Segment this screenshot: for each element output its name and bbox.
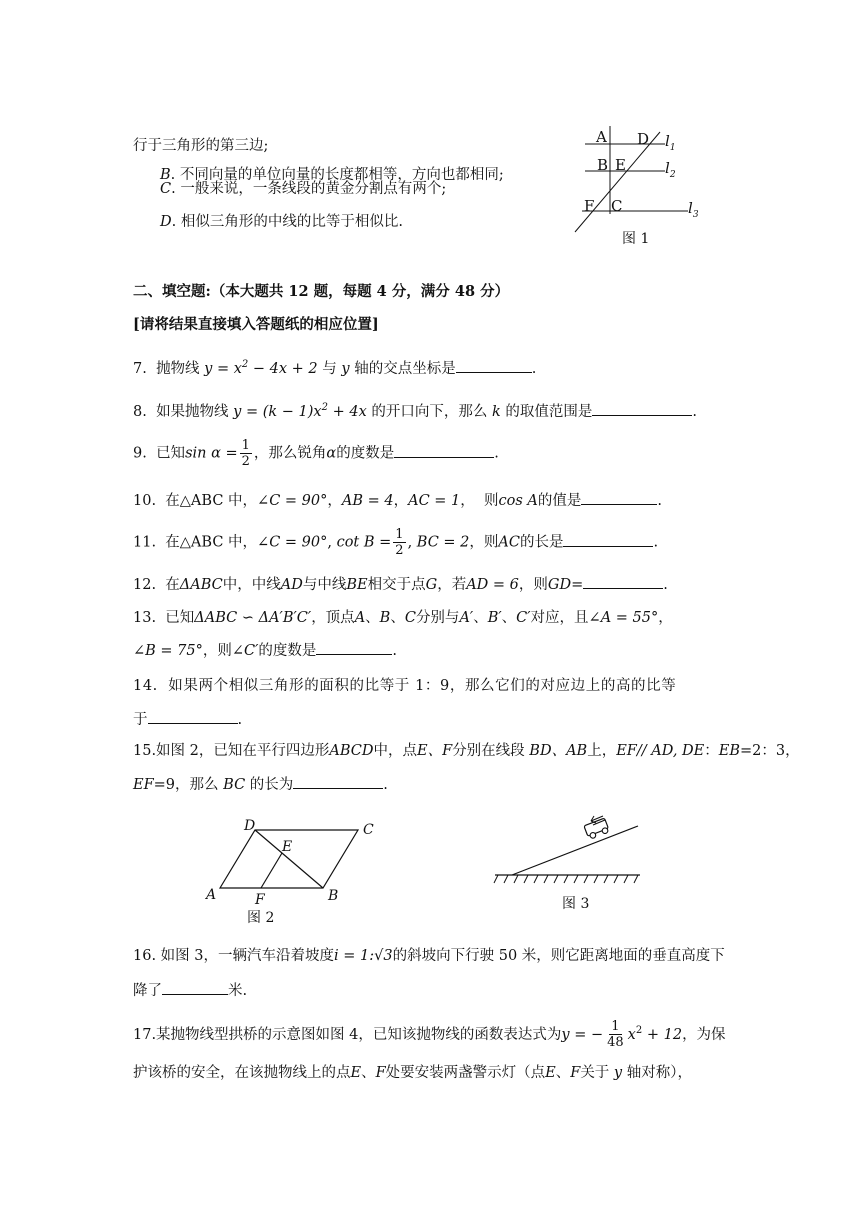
option-b-letter: B bbox=[160, 167, 171, 183]
q10-text-pre: 在△ABC 中， bbox=[165, 493, 258, 509]
q9-answer-blank[interactable] bbox=[394, 443, 494, 458]
q8-text-post: 的取值范围是 bbox=[505, 403, 593, 420]
option-d-text: . 相似三角形的中线的比等于相似比. bbox=[171, 214, 403, 230]
q9-sin: sin α = bbox=[185, 445, 238, 462]
q7-text-post: 轴的交点坐标是 bbox=[354, 360, 456, 377]
q14-text: 如果两个相似三角形的面积的比等于 1：9，那么它们的对应边上的高的比等 bbox=[168, 678, 677, 694]
question-15-line-1: 15.如图 2，已知在平行四边形ABCD中，点E、F分别在线段 BD、AB上，EF// AD, DE：EB=2：3， bbox=[133, 743, 800, 759]
q10-text-mid: 则 bbox=[483, 493, 499, 509]
q10-cond-2: AB = 4 bbox=[341, 493, 394, 509]
section-2-title: 二、填空题:（本大题共 12 题，每题 4 分，满分 48 分） bbox=[133, 283, 510, 300]
q13-similarity: ΔABC ∽ ΔA′B′C′ bbox=[194, 610, 312, 626]
fig2-label-e: E bbox=[282, 839, 293, 855]
q9-text-mid: ，那么锐角 bbox=[253, 445, 327, 462]
question-13-line-1: 13. 已知ΔABC ∽ ΔA′B′C′，顶点A、B、C分别与A′、B′、C′对应，且∠A = 55°， bbox=[133, 610, 673, 626]
q10-cos: cos A bbox=[498, 493, 538, 509]
q11-text-mid: ，则 bbox=[469, 534, 499, 551]
q10-cond-1: ∠C = 90° bbox=[257, 493, 328, 509]
q9-number: 9. bbox=[133, 445, 147, 462]
question-16-line-1: 16. 如图 3，一辆汽车沿着坡度i = 1:√3的斜坡向下行驶 50 米，则它距离地面的垂直高度下 bbox=[133, 948, 725, 964]
slope-line bbox=[512, 826, 638, 875]
q8-text-pre: 如果抛物线 bbox=[156, 403, 229, 420]
fig1-label-l3: $l_3$ bbox=[688, 199, 699, 220]
q7-expression: $y = x^2 - 4x + 2$ bbox=[204, 359, 318, 377]
question-16-line-2: 降了 米. bbox=[133, 980, 247, 1001]
figure-3 bbox=[490, 808, 660, 888]
q11-answer-blank[interactable] bbox=[563, 532, 653, 547]
q13-angle-a: ∠A = 55° bbox=[588, 610, 659, 626]
q9-alpha: α bbox=[326, 445, 337, 462]
q8-text-mid: 的开口向下，那么 bbox=[371, 403, 488, 420]
fig1-label-c: C bbox=[611, 197, 623, 215]
figure-2-caption: 图 2 bbox=[247, 910, 275, 926]
q11-cot: cot B = bbox=[336, 534, 392, 551]
fig1-label-d: D bbox=[637, 130, 650, 148]
fig2-label-c: C bbox=[363, 822, 374, 838]
q9-text-pre: 已知 bbox=[156, 445, 186, 462]
q7-text-mid: 与 bbox=[322, 360, 337, 377]
option-c-letter: C bbox=[160, 181, 172, 197]
question-14-line-1 bbox=[133, 676, 676, 696]
q10-answer-blank[interactable] bbox=[581, 490, 657, 505]
q12-number: 12. bbox=[133, 577, 157, 593]
fig1-label-e: E bbox=[615, 156, 626, 174]
q10-text-post: 的值是 bbox=[537, 493, 582, 509]
q9-text-post: 的度数是 bbox=[336, 445, 395, 462]
section-2-instruction: [请将结果直接填入答题纸的相应位置] bbox=[133, 316, 379, 333]
question-17-line-1: 17.某抛物线型拱桥的示意图如图 4，已知该抛物线的函数表达式为y = − $\frac{1}{48}$ $x^2 + 12$，为保 bbox=[133, 1019, 726, 1051]
figure-1-caption: 图 1 bbox=[622, 231, 650, 247]
q8-expression: $y = (k - 1)x^2 + 4x$ bbox=[233, 402, 367, 420]
fig1-label-b: B bbox=[597, 156, 609, 174]
option-b-text: . 不同向量的单位向量的长度都相等，方向也都相同; bbox=[170, 167, 504, 183]
q13-answer-blank[interactable] bbox=[316, 640, 392, 655]
option-c bbox=[160, 179, 446, 199]
ground-hatching bbox=[494, 875, 638, 883]
figure-2 bbox=[200, 815, 390, 910]
q11-cond-1: ∠C = 90° bbox=[257, 534, 328, 551]
q11-cond-3: BC = 2 bbox=[416, 534, 470, 551]
question-9: 9. 已知sin α = $\frac{1}{2}$ ，那么锐角α的度数是 . bbox=[133, 438, 499, 469]
q10-number: 10. bbox=[133, 493, 157, 509]
q7-number: 7. bbox=[133, 360, 147, 377]
fig2-label-d: D bbox=[244, 818, 256, 834]
q11-number: 11. bbox=[133, 534, 157, 551]
q8-answer-blank[interactable] bbox=[592, 401, 692, 416]
q13-angle-b: ∠B = 75° bbox=[133, 643, 203, 659]
question-13-line-2: ∠B = 75°，则∠C′的度数是 . bbox=[133, 640, 397, 661]
question-12: 12. 在ΔABC中，中线AD与中线BE相交于点G，若AD = 6，则GD= . bbox=[133, 574, 668, 595]
q8-number: 8. bbox=[133, 403, 147, 420]
q9-fraction: $\frac{1}{2}$ bbox=[241, 438, 250, 469]
question-7: 7. 抛物线 $y = x^2 - 4x + 2$ 与 y 轴的交点坐标是 . bbox=[133, 359, 537, 377]
question-10: 10. 在△ABC 中，∠C = 90°，AB = 4，AC = 1， 则cos A的值是 . bbox=[133, 490, 662, 511]
question-15-line-2: EF=9，那么 BC 的长为 . bbox=[133, 774, 388, 795]
q11-ac: AC bbox=[498, 534, 520, 551]
option-d-letter: D bbox=[160, 214, 172, 230]
question-17-line-2: 护该桥的安全，在该抛物线上的点E、F处要安装两盏警示灯（点E、F关于 y 轴对称）， bbox=[133, 1065, 692, 1081]
figure-3-caption: 图 3 bbox=[562, 896, 590, 912]
q7-answer-blank[interactable] bbox=[456, 358, 532, 373]
q14-number: 14. bbox=[133, 678, 158, 694]
fig1-label-l1: $l_1$ bbox=[665, 132, 676, 153]
question-14-line-2: 于 . bbox=[133, 709, 242, 730]
option-d bbox=[160, 212, 403, 232]
q12-condition: AD = 6 bbox=[466, 577, 519, 593]
q11-text-post: 的长是 bbox=[519, 534, 564, 551]
q7-text-pre: 抛物线 bbox=[156, 360, 200, 377]
question-11: 11. 在△ABC 中，∠C = 90°, cot B = $\frac{1}{2}$ , BC = 2，则AC的长是 . bbox=[133, 527, 659, 558]
q12-triangle: ΔABC bbox=[179, 577, 223, 593]
q14-answer-blank[interactable] bbox=[148, 709, 238, 724]
q13-number: 13. bbox=[133, 610, 157, 626]
fig2-label-b: B bbox=[328, 888, 339, 904]
fig1-label-f: F bbox=[584, 197, 595, 215]
q11-fraction: $\frac{1}{2}$ bbox=[395, 527, 404, 558]
car-icon bbox=[584, 818, 610, 840]
q8-k: k bbox=[491, 403, 501, 420]
fig2-label-f: F bbox=[255, 892, 265, 908]
q11-text-pre: 在△ABC 中， bbox=[165, 534, 258, 551]
segment-ef bbox=[261, 853, 282, 888]
fig1-label-a: A bbox=[596, 128, 607, 146]
question-8: 8. 如果抛物线 $y = (k - 1)x^2 + 4x$ 的开口向下，那么 k 的取值范围是 . bbox=[133, 402, 697, 420]
option-c-text: . 一般来说，一条线段的黄金分割点有两个; bbox=[171, 181, 447, 197]
fig1-label-l2: $l_2$ bbox=[665, 159, 676, 180]
q15-answer-blank[interactable] bbox=[293, 774, 383, 789]
q7-y: y bbox=[341, 360, 350, 377]
q16-answer-blank[interactable] bbox=[162, 980, 228, 995]
q10-cond-3: AC = 1 bbox=[408, 493, 461, 509]
fig2-label-a: A bbox=[206, 887, 217, 903]
q16-slope: i = 1:√3 bbox=[334, 948, 393, 964]
q17-fraction: $\frac{1}{48}$ bbox=[607, 1019, 624, 1051]
q12-answer-blank[interactable] bbox=[583, 574, 663, 589]
option-a-continuation: 行于三角形的第三边; bbox=[133, 138, 269, 154]
